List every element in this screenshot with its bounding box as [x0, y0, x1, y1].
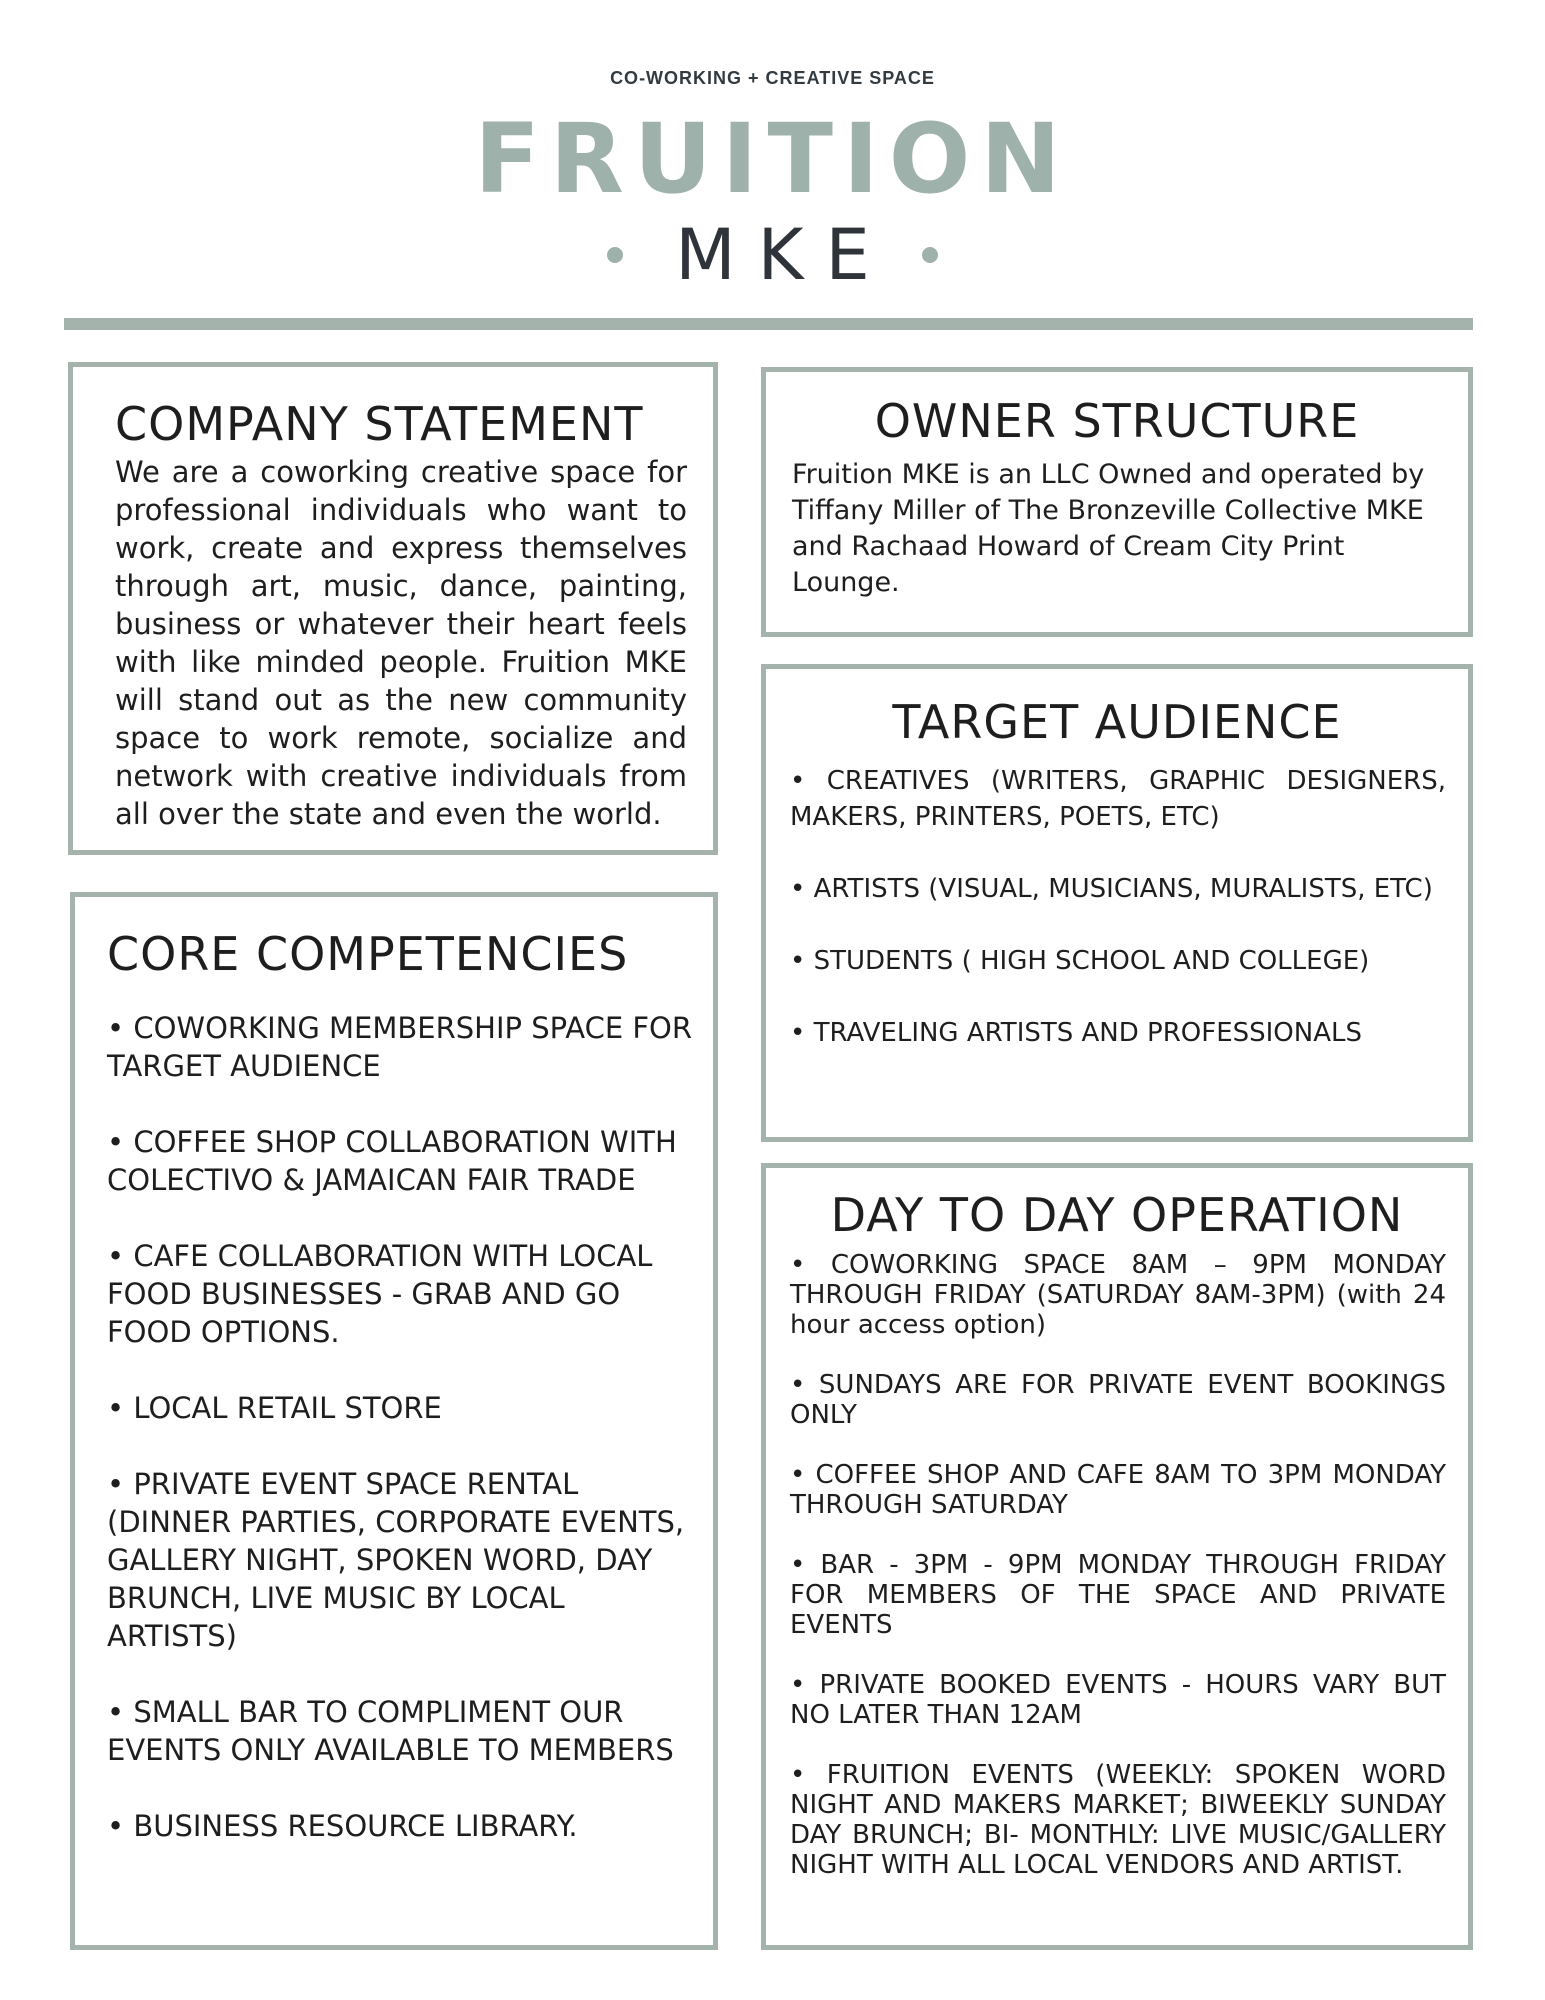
tagline: CO-WORKING + CREATIVE SPACE: [610, 68, 935, 88]
core-competencies-list: [107, 1009, 693, 1883]
company-statement-box: [68, 362, 718, 855]
list-item: • CREATIVES (WRITERS, GRAPHIC DESIGNERS, MAKERS, PRINTERS, POETS, ETC): [790, 766, 1446, 832]
right-dot-icon: [922, 247, 938, 263]
company-statement-title: COMPANY STATEMENT: [115, 397, 644, 451]
list-item: • SUNDAYS ARE FOR PRIVATE EVENT BOOKINGS ONLY: [790, 1370, 1446, 1430]
day-to-day-operation-box: [761, 1163, 1473, 1950]
list-item: • COWORKING SPACE 8AM – 9PM MONDAY THROUGH FRIDAY (SATURDAY 8AM-3PM) (with 24 hour access option): [790, 1250, 1446, 1340]
list-item: • COWORKING MEMBERSHIP SPACE FOR TARGET AUDIENCE: [107, 1011, 693, 1083]
brand-logo-text: FRUITION: [474, 103, 1071, 215]
owner-structure-title: OWNER STRUCTURE: [874, 394, 1360, 448]
left-dot-icon: [607, 247, 623, 263]
core-competencies-box: [70, 892, 718, 1950]
owner-structure-box: [761, 367, 1473, 637]
target-audience-box: [761, 664, 1473, 1142]
list-item: • COFFEE SHOP AND CAFE 8AM TO 3PM MONDAY THROUGH SATURDAY: [790, 1460, 1446, 1520]
list-item: • PRIVATE EVENT SPACE RENTAL (DINNER PARTIES, CORPORATE EVENTS, GALLERY NIGHT, SPOKEN WORD, DAY BRUNCH, LIVE MUSIC BY LOCAL ARTISTS): [107, 1467, 685, 1653]
list-item: • ARTISTS (VISUAL, MUSICIANS, MURALISTS, ETC): [790, 874, 1433, 904]
list-item: • LOCAL RETAIL STORE: [107, 1391, 442, 1425]
list-item: • TRAVELING ARTISTS AND PROFESSIONALS: [790, 1018, 1362, 1048]
company-statement-body: We are a coworking creative space for professional individuals who want to work, create and express themselves through art, music, dance, painting, business or whatever their heart feels with like minded people. Fruition MKE will stand out as the new community space to work remote, socialize and network with creative individuals from all over the state and even the world.: [115, 455, 687, 831]
list-item: • BUSINESS RESOURCE LIBRARY.: [107, 1809, 578, 1843]
day-to-day-operation-title: DAY TO DAY OPERATION: [830, 1188, 1404, 1242]
list-item: • CAFE COLLABORATION WITH LOCAL FOOD BUSINESSES - GRAB AND GO FOOD OPTIONS.: [107, 1239, 653, 1349]
target-audience-title: TARGET AUDIENCE: [892, 695, 1342, 749]
list-item: • FRUITION EVENTS (WEEKLY: SPOKEN WORD NIGHT AND MAKERS MARKET; BIWEEKLY SUNDAY DAY BRUNCH; BI- MONTHLY: LIVE MUSIC/GALLERY NIGHT WITH ALL LOCAL VENDORS AND ARTIST.: [790, 1760, 1446, 1880]
owner-structure-body: Fruition MKE is an LLC Owned and operated by Tiffany Miller of The Bronzeville Collective MKE and Rachaad Howard of Cream City Print Lounge.: [792, 459, 1425, 598]
header-divider: [64, 318, 1473, 330]
target-audience-list: [790, 763, 1446, 1087]
list-item: • COFFEE SHOP COLLABORATION WITH COLECTIVO & JAMAICAN FAIR TRADE: [107, 1125, 677, 1197]
list-item: • PRIVATE BOOKED EVENTS - HOURS VARY BUT NO LATER THAN 12AM: [790, 1670, 1446, 1730]
day-to-day-operation-list: [790, 1250, 1446, 1910]
sub-brand: [0, 214, 1545, 296]
list-item: • STUDENTS ( HIGH SCHOOL AND COLLEGE): [790, 946, 1370, 976]
list-item: • SMALL BAR TO COMPLIMENT OUR EVENTS ONLY AVAILABLE TO MEMBERS: [107, 1695, 674, 1767]
core-competencies-title: CORE COMPETENCIES: [107, 927, 629, 981]
list-item: • BAR - 3PM - 9PM MONDAY THROUGH FRIDAY FOR MEMBERS OF THE SPACE AND PRIVATE EVENTS: [790, 1550, 1446, 1640]
sub-brand-text: MKE: [675, 214, 892, 296]
